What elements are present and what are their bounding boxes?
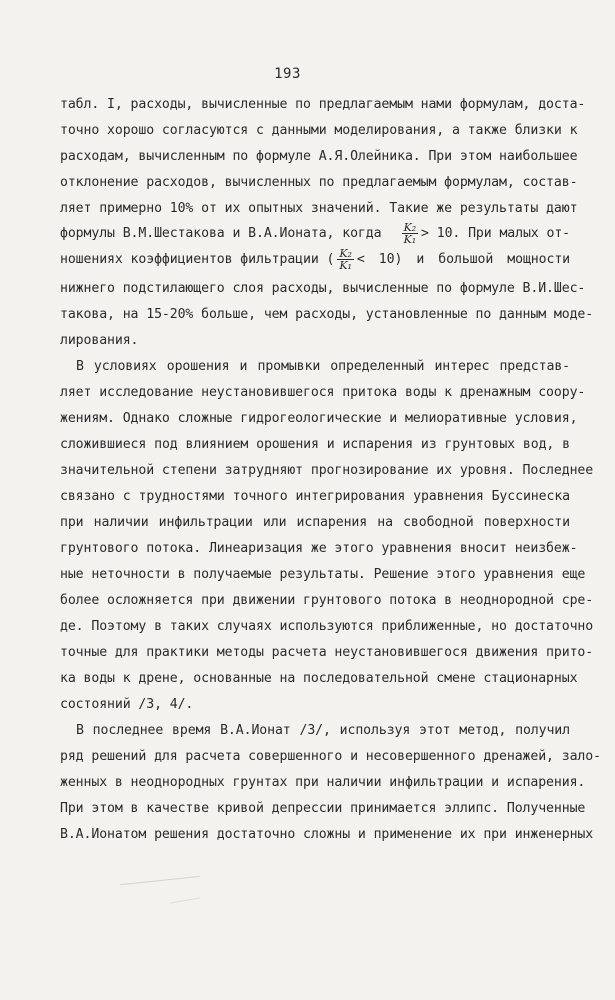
- text-line: ляет исследование неустановившегося притока воды к дренажным соору-: [60, 385, 586, 400]
- text-line-with-formula: [60, 248, 570, 271]
- text-line: точные для практики методы расчета неустановившегося движения прито-: [60, 645, 594, 660]
- fraction-k2-k1: [337, 248, 353, 271]
- fraction-denominator: K₁: [403, 233, 417, 246]
- text-line: табл. I, расходы, вычисленные по предлагаемым нами формулам, доста-: [60, 97, 586, 112]
- text-line: ляет примерно 10% от их опытных значений. Такие же результаты дают: [60, 201, 578, 216]
- fraction-numerator: K₂: [403, 221, 417, 234]
- text-fragment: формулы В.М.Шестакова и В.А.Ионата, когда: [60, 225, 382, 241]
- text-line: сложившиеся под влиянием орошения и испарения из грунтовых вод, в: [60, 437, 570, 452]
- fraction-denominator: K₁: [339, 259, 352, 272]
- text-line-with-formula: [60, 222, 570, 245]
- text-line: значительной степени затрудняют прогнозирование их уровня. Последнее: [60, 463, 594, 478]
- text-line: жениям. Однако сложные гидрогеологические и мелиоративные условия,: [60, 411, 578, 426]
- text-line: такова, на 15-20% больше, чем расходы, установленные по данным моде-: [60, 307, 594, 322]
- paper-mark: [170, 897, 200, 903]
- text-line: лирования.: [60, 333, 139, 348]
- text-line: состояний /3, 4/.: [60, 697, 194, 712]
- fraction-numerator: K₂: [339, 247, 352, 260]
- text-line: В последнее время В.А.Ионат /3/, используя этот метод, получил: [76, 723, 570, 738]
- text-line: грунтового потока. Линеаризация же этого уравнения вносит неизбеж-: [60, 541, 578, 556]
- text-line: точно хорошо согласуются с данными моделирования, а также близки к: [60, 123, 578, 138]
- text-line: нижнего подстилающего слоя расходы, вычисленные по формуле В.И.Шес-: [60, 281, 586, 296]
- text-fragment: < 10) и большой мощности: [356, 251, 570, 267]
- text-line: де. Поэтому в таких случаях используются приближенные, но достаточно: [60, 619, 594, 634]
- paper-mark: [120, 876, 200, 885]
- text-line: женных в неоднородных грунтах при наличии инфильтрации и испарения.: [60, 775, 586, 790]
- text-line: связано с трудностями точного интегрирования уравнения Буссинеска: [60, 489, 570, 504]
- text-line: В условиях орошения и промывки определенный интерес представ-: [76, 359, 570, 374]
- text-line: В.А.Ионатом решения достаточно сложны и применение их при инженерных: [60, 827, 594, 842]
- fraction-k2-k1: [402, 222, 418, 245]
- text-line: расходам, вычисленным по формуле А.Я.Олейника. При этом наибольшее: [60, 149, 578, 164]
- text-fragment: ношениях коэффициентов фильтрации (: [60, 251, 335, 267]
- text-line: отклонение расходов, вычисленных по предлагаемым формулам, состав-: [60, 175, 578, 190]
- text-line: При этом в качестве кривой депрессии принимается эллипс. Полученные: [60, 801, 586, 816]
- text-line: более осложняется при движении грунтового потока в неоднородной сре-: [60, 593, 594, 608]
- text-line: ные неточности в получаемые результаты. Решение этого уравнения еще: [60, 567, 586, 582]
- page-number: 193: [274, 66, 301, 82]
- text-line: ряд решений для расчета совершенного и несовершенного дренажей, зало-: [60, 749, 601, 764]
- text-line: ка воды к дрене, основанные на последовательной смене стационарных: [60, 671, 578, 686]
- text-fragment: > 10. При малых от-: [421, 225, 570, 241]
- text-line: при наличии инфильтрации или испарения на свободной поверхности: [60, 515, 570, 530]
